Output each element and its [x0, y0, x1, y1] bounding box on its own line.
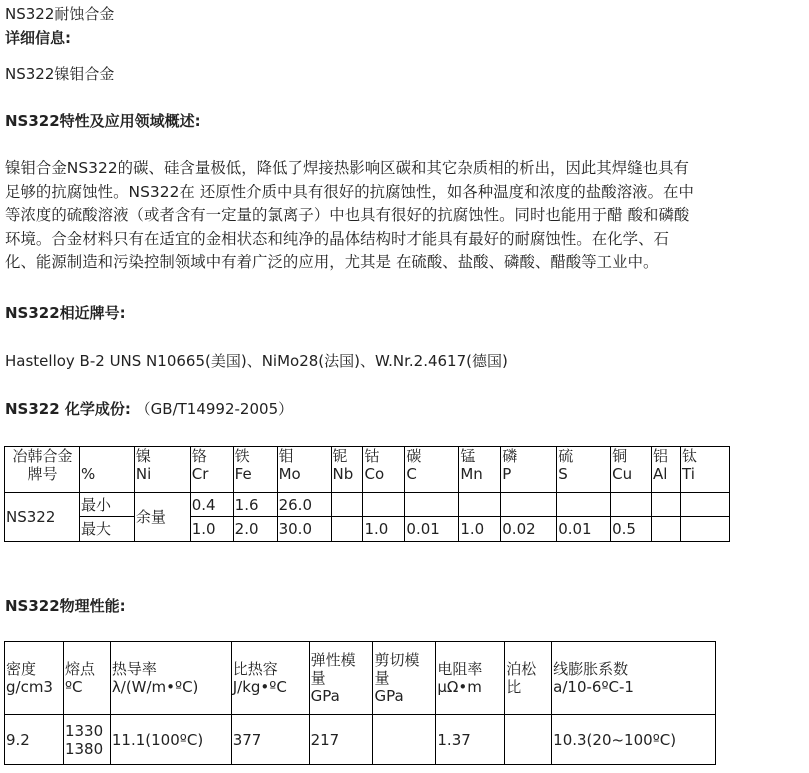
min-value-ti [681, 493, 730, 517]
details-heading: 详细信息: [5, 29, 71, 47]
element-header-nb: 铌 Nb [331, 447, 363, 493]
resistivity-value: 1.37 [436, 715, 505, 765]
element-header-mo: 钼 Mo [277, 447, 331, 493]
overview-line: 足够的抗腐蚀性。NS322在 还原性介质中具有很好的抗腐蚀性，如各种温度和浓度的盐酸溶液。在中 [5, 182, 694, 201]
min-value-s [557, 493, 611, 517]
elastic-modulus-value: 217 [309, 715, 373, 765]
element-header-mn: 锰 Mn [459, 447, 501, 493]
chem-standard: （GB/T14992-2005） [135, 400, 294, 418]
min-value-cu [611, 493, 652, 517]
phys-heading: NS322物理性能: [5, 597, 126, 615]
thermal-conductivity-header: 热导率 λ/(W/m•ºC) [110, 642, 231, 715]
poisson-ratio-value [505, 715, 552, 765]
element-header-ni: 镍 Ni [134, 447, 190, 493]
max-value-fe: 2.0 [233, 517, 277, 542]
max-value-nb [331, 517, 363, 542]
density-value: 9.2 [5, 715, 64, 765]
element-header-co: 钴 Co [363, 447, 405, 493]
ni-value-cell: 余量 [134, 493, 190, 542]
chem-header-row [5, 447, 730, 493]
chem-max-row [5, 517, 730, 542]
min-value-co [363, 493, 405, 517]
chem-min-row [5, 493, 730, 517]
element-header-s: 硫 S [557, 447, 611, 493]
min-value-c [405, 493, 459, 517]
thermal-expansion-header: 线膨胀系数 a/10-6ºC-1 [552, 642, 716, 715]
grade-header-cell: 冶韩合金 牌号 [5, 447, 80, 493]
element-header-cu: 铜 Cu [611, 447, 652, 493]
max-value-cr: 1.0 [190, 517, 233, 542]
shear-modulus-value [373, 715, 436, 765]
min-value-nb [331, 493, 363, 517]
element-header-p: 磷 P [501, 447, 557, 493]
specific-heat-value: 377 [231, 715, 309, 765]
chem-heading: NS322 化学成份: [5, 400, 131, 418]
element-header-ti: 钛 Ti [681, 447, 730, 493]
min-value-al [652, 493, 681, 517]
max-label-cell: 最大 [79, 517, 134, 542]
overview-paragraph [5, 157, 805, 275]
overview-heading: NS322特性及应用领域概述: [5, 112, 201, 130]
thermal-conductivity-value: 11.1(100ºC) [110, 715, 231, 765]
pct-header-cell: % [79, 447, 134, 493]
phys-header-row [5, 642, 716, 715]
min-value-mo: 26.0 [277, 493, 331, 517]
phys-table [4, 641, 716, 765]
max-value-ti [681, 517, 730, 542]
max-value-cu: 0.5 [611, 517, 652, 542]
min-value-cr: 0.4 [190, 493, 233, 517]
similar-grades-text: Hastelloy B-2 UNS N10665(美国)、NiMo28(法国)、W.Nr.2.4617(德国) [5, 352, 508, 370]
max-value-mn: 1.0 [459, 517, 501, 542]
overview-line: 化、能源制造和污染控制领域中有着广泛的应用，尤其是 在硫酸、盐酸、磷酸、醋酸等工业中。 [5, 253, 659, 271]
max-value-co: 1.0 [363, 517, 405, 542]
min-value-p [501, 493, 557, 517]
element-header-cr: 铬 Cr [190, 447, 233, 493]
melting-point-header: 熔点 ºC [63, 642, 110, 715]
chem-heading-row [5, 399, 293, 419]
resistivity-header: 电阻率 μΩ•m [436, 642, 505, 715]
page-title: NS322耐蚀合金 [5, 5, 115, 23]
density-header: 密度 g/cm3 [5, 642, 64, 715]
element-header-fe: 铁 Fe [233, 447, 277, 493]
grade-cell: NS322 [5, 493, 80, 542]
specific-heat-header: 比热容 J/kg•ºC [231, 642, 309, 715]
overview-line: 环境。合金材料只有在适宜的金相状态和纯净的晶体结构时才能具有最好的耐腐蚀性。在化学、石 [5, 229, 669, 248]
max-value-c: 0.01 [405, 517, 459, 542]
melting-point-value: 1330 1380 [63, 715, 110, 765]
overview-line: 镍钼合金NS322的碳、硅含量极低，降低了焊接热影响区碳和其它杂质相的析出，因此其焊缝也具有 [5, 159, 689, 177]
subtitle: NS322镍钼合金 [5, 65, 115, 83]
shear-modulus-header: 剪切模 量 GPa [373, 642, 436, 715]
poisson-ratio-header: 泊松 比 [505, 642, 552, 715]
min-value-fe: 1.6 [233, 493, 277, 517]
min-value-mn [459, 493, 501, 517]
overview-line: 等浓度的硫酸溶液（或者含有一定量的氯离子）中也具有很好的抗腐蚀性。同时也能用于醋 酸和磷酸 [5, 206, 690, 224]
max-value-mo: 30.0 [277, 517, 331, 542]
max-value-al [652, 517, 681, 542]
elastic-modulus-header: 弹性模 量 GPa [309, 642, 373, 715]
element-header-c: 碳 C [405, 447, 459, 493]
chem-table [4, 446, 730, 542]
element-header-al: 铝 Al [652, 447, 681, 493]
max-value-p: 0.02 [501, 517, 557, 542]
max-value-s: 0.01 [557, 517, 611, 542]
similar-heading: NS322相近牌号: [5, 304, 126, 322]
min-label-cell: 最小 [79, 493, 134, 517]
phys-value-row [5, 715, 716, 765]
thermal-expansion-value: 10.3(20~100ºC) [552, 715, 716, 765]
